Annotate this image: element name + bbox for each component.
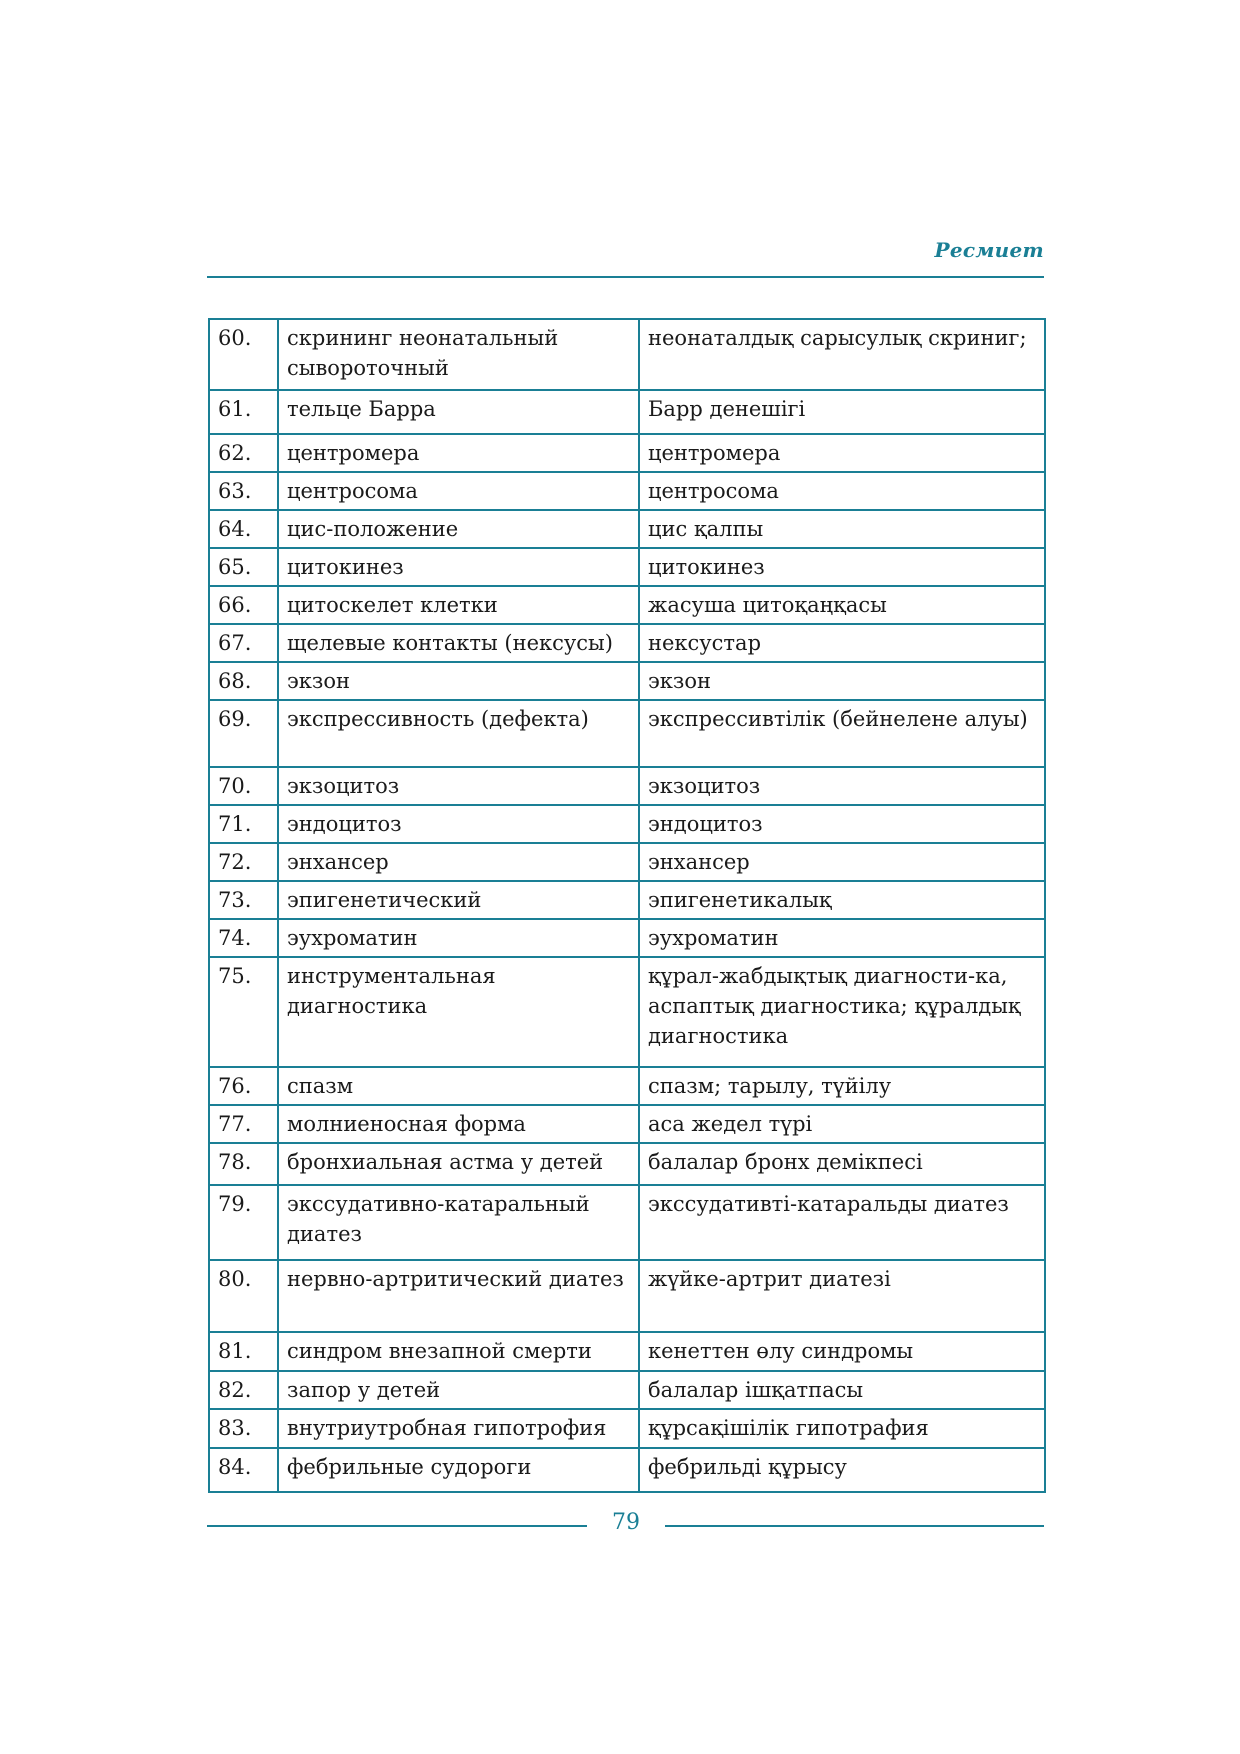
term-kazakh: цис қалпы [639,510,1045,548]
row-number: 76. [209,1067,278,1105]
term-russian: нервно-артритический диатез [278,1260,639,1332]
row-number: 70. [209,767,278,805]
term-russian: запор у детей [278,1371,639,1409]
term-kazakh: эухроматин [639,919,1045,957]
page-number: 79 [612,1510,640,1535]
term-kazakh: кенеттен өлу синдромы [639,1332,1045,1371]
term-kazakh: эпигенетикалық [639,881,1045,919]
table-row [209,805,1045,843]
term-russian: экзон [278,662,639,700]
row-number: 64. [209,510,278,548]
row-number: 71. [209,805,278,843]
row-number: 80. [209,1260,278,1332]
row-number: 60. [209,319,278,390]
term-russian: бронхиальная астма у детей [278,1143,639,1185]
row-number: 72. [209,843,278,881]
table-row [209,548,1045,586]
term-kazakh: жасуша цитоқаңқасы [639,586,1045,624]
table-row [209,700,1045,767]
term-kazakh: аса жедел түрі [639,1105,1045,1143]
row-number: 65. [209,548,278,586]
row-number: 61. [209,390,278,434]
footer-rule-right [665,1525,1044,1527]
table-row [209,957,1045,1067]
term-kazakh: центросома [639,472,1045,510]
term-russian: центросома [278,472,639,510]
table-row [209,1371,1045,1409]
term-kazakh: жүйке-артрит диатезі [639,1260,1045,1332]
term-russian: эндоцитоз [278,805,639,843]
table-row [209,510,1045,548]
row-number: 77. [209,1105,278,1143]
table-row [209,586,1045,624]
table-row [209,1185,1045,1260]
term-russian: эпигенетический [278,881,639,919]
term-kazakh: экспрессивтілік (бейнелене алуы) [639,700,1045,767]
row-number: 79. [209,1185,278,1260]
table-row [209,919,1045,957]
row-number: 69. [209,700,278,767]
table-row [209,1067,1045,1105]
row-number: 66. [209,586,278,624]
term-kazakh: нексустар [639,624,1045,662]
table-row [209,434,1045,472]
term-kazakh: спазм; тарылу, түйілу [639,1067,1045,1105]
table-row [209,662,1045,700]
row-number: 82. [209,1371,278,1409]
term-kazakh: экзон [639,662,1045,700]
term-kazakh: центромера [639,434,1045,472]
row-number: 73. [209,881,278,919]
footer-rule-left [207,1525,587,1527]
row-number: 84. [209,1448,278,1492]
table-row [209,1332,1045,1371]
term-kazakh: цитокинез [639,548,1045,586]
table-row [209,767,1045,805]
table-row [209,1260,1045,1332]
term-kazakh: экзоцитоз [639,767,1045,805]
term-kazakh: неонаталдық сарысулық скриниг; [639,319,1045,390]
row-number: 63. [209,472,278,510]
term-kazakh: фебрильді құрысу [639,1448,1045,1492]
term-russian: щелевые контакты (нексусы) [278,624,639,662]
term-russian: экссудативно-катаральный диатез [278,1185,639,1260]
term-russian: цис-положение [278,510,639,548]
row-number: 78. [209,1143,278,1185]
term-russian: экзоцитоз [278,767,639,805]
table-row [209,390,1045,434]
table-row [209,881,1045,919]
row-number: 68. [209,662,278,700]
row-number: 74. [209,919,278,957]
term-russian: инструментальная диагностика [278,957,639,1067]
table-row [209,1143,1045,1185]
term-kazakh: эндоцитоз [639,805,1045,843]
term-kazakh: экссудативті-катаральды диатез [639,1185,1045,1260]
row-number: 81. [209,1332,278,1371]
table-row [209,1105,1045,1143]
row-number: 75. [209,957,278,1067]
term-russian: цитокинез [278,548,639,586]
term-russian: внутриутробная гипотрофия [278,1409,639,1448]
table-row [209,319,1045,390]
term-russian: тельце Барра [278,390,639,434]
table-row [209,1409,1045,1448]
row-number: 83. [209,1409,278,1448]
term-russian: энхансер [278,843,639,881]
table-row [209,1448,1045,1492]
table-row [209,843,1045,881]
term-russian: спазм [278,1067,639,1105]
running-head: Ресмиет [934,238,1044,262]
term-kazakh: энхансер [639,843,1045,881]
term-kazakh: балалар ішқатпасы [639,1371,1045,1409]
term-russian: цитоскелет клетки [278,586,639,624]
term-russian: эухроматин [278,919,639,957]
term-russian: центромера [278,434,639,472]
term-russian: экспрессивность (дефекта) [278,700,639,767]
term-russian: скрининг неонатальный сывороточный [278,319,639,390]
term-russian: синдром внезапной смерти [278,1332,639,1371]
term-kazakh: құрсақішілік гипотрафия [639,1409,1045,1448]
row-number: 62. [209,434,278,472]
header-rule [207,276,1044,278]
table-row [209,624,1045,662]
term-russian: фебрильные судороги [278,1448,639,1492]
term-kazakh: Барр денешігі [639,390,1045,434]
term-kazakh: балалар бронх демікпесі [639,1143,1045,1185]
table-row [209,472,1045,510]
row-number: 67. [209,624,278,662]
term-kazakh: құрал-жабдықтық диагности-ка, аспаптық диагностика; құралдық диагностика [639,957,1045,1067]
glossary-table [208,318,1046,1493]
term-russian: молниеносная форма [278,1105,639,1143]
